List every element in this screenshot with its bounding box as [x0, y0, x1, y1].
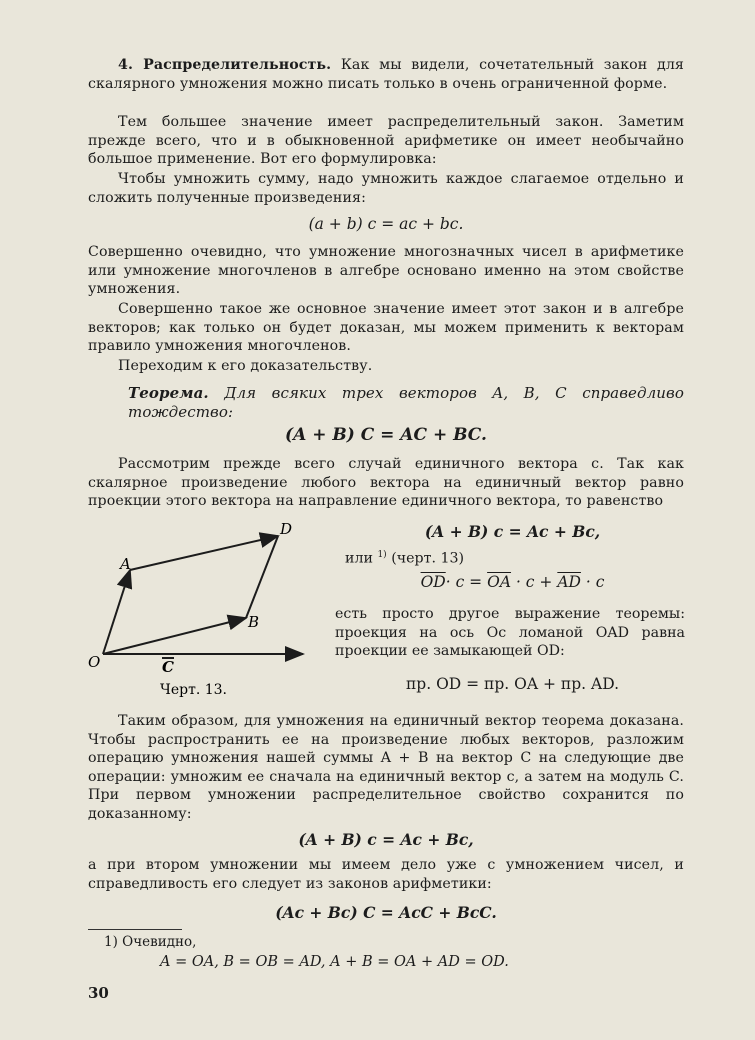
figure-13-diagram — [88, 522, 318, 712]
equation-3: (Ac + Bc) C = AcC + BcC. — [275, 903, 497, 922]
footnote-mark: 1) — [104, 934, 118, 950]
section-heading: 4. Распределительность. — [118, 57, 332, 73]
or-text: или — [345, 550, 373, 567]
label-a: A — [120, 555, 131, 573]
paragraph-1: Тем большее значение имеет распределительный закон. Заметим прежде всего, что и в обыкновенной арифметике он имеет необычайно большое применение. Вот его формулировка: — [88, 114, 684, 168]
side-or-line — [345, 546, 695, 568]
label-d: D — [280, 522, 293, 538]
equation-1: (a + b) c = ac + bc. — [308, 215, 464, 233]
side-equation-1: (A + B) c = Ac + Bc, — [424, 522, 601, 541]
label-b: B — [248, 613, 260, 631]
label-c: C — [162, 658, 174, 676]
section-paragraph — [88, 56, 684, 93]
paragraph-2: Чтобы умножить сумму, надо умножить каждое слагаемое отдельно и сложить полученные произведения: — [88, 171, 684, 206]
equation-2: (A + B) c = Ac + Bc, — [298, 830, 474, 849]
theorem-block — [128, 384, 684, 421]
eq2-od: $\overline{OD}$ — [420, 573, 446, 591]
figure-caption: Черт. 13. — [160, 682, 227, 698]
side-equation-3: пр. OD = пр. OA + пр. AD. — [405, 675, 620, 693]
eq2-part-b: · c = — [445, 573, 488, 591]
vector-ad — [130, 536, 278, 570]
proof-paragraph-2: Таким образом, для умножения на единичный вектор теорема доказана. Чтобы распространить ее на произведение любых векторов, разложим операцию умножения нашей суммы A + B на вектор C на следующие две операции: умножим ее сначала на единичный вектор c, а затем на модуль C. При первом умножении распределительное свойство сохранится по доказанному: — [88, 713, 684, 822]
eq2-part-d: · c + — [511, 573, 558, 591]
eq2-part-f: · c — [580, 573, 605, 591]
footnote — [104, 934, 196, 950]
theorem-text: Для всяких трех векторов A, B, C справедливо тождество: — [128, 384, 684, 421]
vector-ob — [103, 618, 246, 654]
label-o: O — [88, 653, 101, 671]
footnote-equation: A = OA, B = OB = AD, A + B = OA + AD = OD. — [160, 954, 509, 970]
footnote-rule — [88, 929, 182, 930]
paragraph-5: Переходим к его доказательству. — [118, 358, 373, 374]
vector-oa — [103, 570, 130, 654]
page-number: 30 — [88, 984, 109, 1002]
segment-bd — [246, 536, 278, 618]
side-text: есть просто другое выражение теоремы: проекция на ось Oc ломаной OAD равна проекции ее замыкающей OD: — [335, 606, 685, 660]
paragraph-4: Совершенно такое же основное значение имеет этот закон и в алгебре векторов; как только он будет доказан, мы можем применить к векторам правило умножения многочленов. — [88, 301, 684, 355]
proof-paragraph-3: а при втором умножении мы имеем дело уже с умножением чисел, и справедливость его следует из законов арифметики: — [88, 857, 684, 892]
eq2-oa: $\overline{OA}$ — [487, 573, 512, 591]
chart-ref: (черт. 13) — [391, 550, 465, 567]
footnote-ref: 1) — [377, 550, 387, 560]
side-equation-2 — [340, 573, 685, 591]
theorem-head: Теорема. — [128, 384, 209, 402]
theorem-equation: (A + B) C = AC + BC. — [285, 425, 487, 445]
proof-paragraph-1: Рассмотрим прежде всего случай единичного вектора c. Так как скалярное произведение любого вектора на единичный вектор равно проекции этого вектора на направление единичного вектора, то равенство — [88, 456, 684, 510]
footnote-text: Очевидно, — [122, 934, 197, 950]
section-intro: Как мы видели, сочетательный закон для скалярного умножения можно писать только в очень ограниченной форме. — [88, 57, 684, 92]
figure-13 — [88, 522, 318, 712]
eq2-ad: $\overline{AD}$ — [557, 573, 581, 591]
paragraph-3: Совершенно очевидно, что умножение многозначных чисел в арифметике или умножение многочленов в алгебре основано именно на этом свойстве умножения. — [88, 244, 684, 298]
